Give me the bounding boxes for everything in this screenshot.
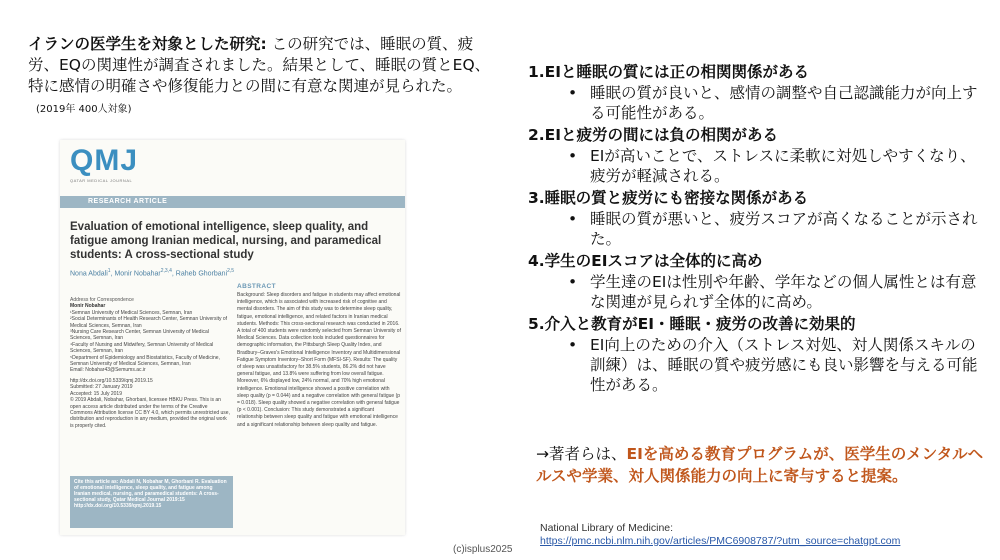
paper-doi: http://dx.doi.org/10.5339/qmj.2019.15 bbox=[70, 377, 153, 384]
author-sup: 2,3,4 bbox=[160, 268, 172, 274]
intro-body: この研究では、睡眠の質、疲労、EQの関連性が調査されました。結果として、睡眠の質とEQ、特に感情の明確さや修復能力との間に有意な関連が見られた。 bbox=[28, 35, 491, 95]
intro-paragraph bbox=[28, 34, 498, 120]
abstract-body: Background: Sleep disorders and fatigue in students may affect emotional intelligence, which is associated with increased risk of cognitive and mental disorders. The aim of this study was to determine sleep quality, fatigue, emotional intelligence, and related factors in Iranian medical students. Methods: This cross-sectional research was conducted in 2016. A total of 400 students were randomly selected from Semnan University of Medical Sciences. Data collection tools included questionnaires for demographic information, the Pittsburgh Sleep Quality Index, and Bradbury–Graves's Emotional Intelligence Inventory and Multidimensional Fatigue Symptom Inventory–Short Form (MFSI-SF). Results: The quality of sleep was unsatisfactory for 38.5% students, 86.2% did not have general fatigue, and 13.8% were suffering from low overall fatigue. Moreover, 6% displayed low, 24% normal, and 70% high emotional intelligence. Emotional intelligence showed a positive correlation with sleep quality (p = 0.044) and a negative correlation with general fatigue (p = 0.018). Sleep quality showed a negative correlation with general fatigue (p < 0.001). Conclusion: This study demonstrated a significant relationship between sleep quality and fatigue with emotional intelligence and a significant relationship between sleep quality and fatigue. bbox=[237, 292, 401, 428]
source-citation bbox=[540, 522, 900, 548]
paper-license: © 2019 Abdali, Nobahar, Ghorbani, licensee HBKU Press. This is an open access article distributed under the terms of the Creative Commons Attribution license CC BY 4.0, which permits unrestricted use, distribution and reproduction in any medium, provided the original work is properly cited. bbox=[70, 397, 230, 429]
bullet-dot: • bbox=[568, 210, 578, 228]
intro-note: (2019年 400人対象) bbox=[36, 104, 132, 115]
finding-bullet bbox=[528, 335, 988, 395]
paper-left-column bbox=[70, 297, 230, 429]
finding-item bbox=[528, 314, 988, 395]
correspondence-heading: Address for Correspondence bbox=[70, 297, 134, 303]
section-bar bbox=[60, 196, 405, 208]
finding-bullet bbox=[528, 146, 988, 186]
paper-thumbnail bbox=[60, 140, 405, 535]
abstract-heading: ABSTRACT bbox=[237, 283, 276, 290]
correspondence-name: Monir Nobahar bbox=[70, 303, 106, 310]
journal-name: QATAR MEDICAL JOURNAL bbox=[70, 178, 133, 183]
finding-bullet-text: 睡眠の質が良いと、感情の調整や自己認識能力が向上する可能性がある。 bbox=[590, 84, 978, 122]
paper-accepted: Accepted: 15 July 2019 bbox=[70, 390, 122, 397]
author-name: Monir Nobahar bbox=[114, 270, 161, 278]
paper-submitted: Submitted: 27 January 2019 bbox=[70, 384, 133, 391]
finding-heading: 1.EIと睡眠の質には正の相関関係がある bbox=[528, 63, 810, 81]
author-sup: 2,5 bbox=[227, 268, 235, 274]
bullet-dot: • bbox=[568, 147, 578, 165]
finding-bullet bbox=[528, 272, 988, 312]
bullet-dot: • bbox=[568, 84, 578, 102]
bullet-dot: • bbox=[568, 336, 578, 354]
affiliation-email: Email: Nobahar43@Semums.ac.ir bbox=[70, 367, 146, 374]
cite-text: Cite this article as: Abdali N, Nobahar M, Ghorbani R. Evaluation of emotional intelligence, sleep quality, and fatigue among Iranian medical, nursing, and paramedical students: A cross-sectional study, Qatar Medical Journal 2019:15 http://dx.doi.org/10.5339/qmj.2019.15 bbox=[74, 479, 227, 509]
affiliation: ⁴Faculty of Nursing and Midwifery, Semnan University of Medical Sciences, Semnan, Iran bbox=[70, 341, 214, 355]
finding-bullet-text: EI向上のための介入（ストレス対処、対人関係スキルの訓練）は、睡眠の質や疲労感にも良い影響を与える可能性がある。 bbox=[590, 336, 978, 394]
finding-bullet-text: 睡眠の質が悪いと、疲労スコアが高くなることが示された。 bbox=[590, 210, 978, 248]
affiliation: ²Social Determinants of Health Research Center, Semnan University of Medical Sciences, Semnan, Iran bbox=[70, 316, 228, 329]
conclusion bbox=[536, 443, 986, 487]
finding-item bbox=[528, 62, 988, 123]
conclusion-highlight: EIを高める教育プログラムが、医学生のメンタルヘルスや学業、対人関係能力の向上に寄与すると提案。 bbox=[536, 445, 984, 485]
finding-heading: 2.EIと疲労の間には負の相関がある bbox=[528, 126, 779, 144]
finding-item bbox=[528, 251, 988, 312]
journal-logo: QMJ bbox=[70, 144, 139, 177]
author-sup: 1 bbox=[107, 268, 111, 274]
intro-lead: イランの医学生を対象とした研究: bbox=[28, 35, 267, 53]
paper-title: Evaluation of emotional intelligence, sleep quality, and fatigue among Iranian medical, nursing, and paramedical students: A cross-sectional study bbox=[70, 221, 382, 261]
findings-list bbox=[528, 62, 988, 397]
finding-bullet bbox=[528, 209, 988, 249]
finding-item bbox=[528, 125, 988, 186]
author-name: Nona Abdali bbox=[70, 270, 108, 278]
finding-item bbox=[528, 188, 988, 249]
finding-bullet-text: 学生達のEIは性別や年齢、学年などの個人属性とは有意な関連が見られず全体的に高め。 bbox=[590, 273, 977, 311]
author-name: Raheb Ghorbani bbox=[175, 270, 228, 278]
source-label: National Library of Medicine: bbox=[540, 522, 674, 534]
finding-heading: 4.学生のEIスコアは全体的に高め bbox=[528, 252, 763, 270]
copyright-notice: (c)isplus2025 bbox=[453, 544, 513, 555]
bullet-dot: • bbox=[568, 273, 578, 291]
paper-authors: Nona Abdali$^1$, Monir Nobahar$^{2,3,4}$, Raheb Ghorbani$^{2,5}$ bbox=[70, 268, 235, 278]
finding-heading: 5.介入と教育がEI・睡眠・疲労の改善に効果的 bbox=[528, 315, 856, 333]
conclusion-prefix: →著者らは、 bbox=[536, 445, 627, 463]
finding-heading: 3.睡眠の質と疲労にも密接な関係がある bbox=[528, 189, 809, 207]
source-link[interactable]: https://pmc.ncbi.nlm.nih.gov/articles/PMC6908787/?utm_source=chatgpt.com bbox=[540, 535, 901, 547]
affiliation: ³Nursing Care Research Center, Semnan University of Medical Sciences, Semnan, Iran bbox=[70, 329, 209, 342]
affiliation: ⁵Department of Epidemiology and Biostatistics, Faculty of Medicine, Semnan University of Medical Sciences, Semnan, Iran bbox=[70, 354, 220, 368]
affiliation: ¹Semnan University of Medical Sciences, Semnan, Iran bbox=[70, 309, 193, 316]
finding-bullet-text: EIが高いことで、ストレスに柔軟に対処しやすくなり、疲労が軽減される。 bbox=[590, 147, 976, 185]
finding-bullet bbox=[528, 83, 988, 123]
cite-box bbox=[70, 476, 233, 528]
section-label: RESEARCH ARTICLE bbox=[88, 198, 168, 205]
